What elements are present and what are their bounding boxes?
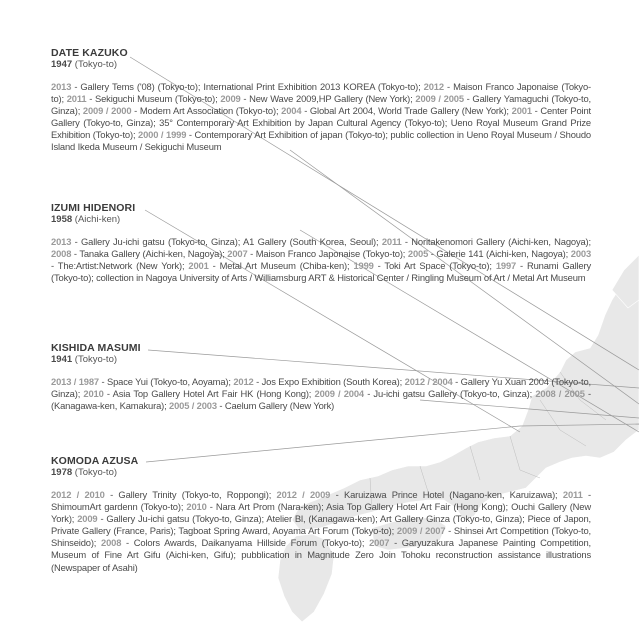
bio-year: 2010 xyxy=(83,388,104,400)
birth-year: 1947 xyxy=(51,59,73,70)
bio-year: 2001 xyxy=(511,105,532,117)
bio-text: - Jos Expo Exhibition (South Korea); xyxy=(253,376,405,387)
bio-year: 2013 / 1987 xyxy=(51,376,99,387)
bio-text: - Metal Art Museum (Chiba-ken); xyxy=(208,260,354,272)
bio-year: 2011 xyxy=(66,93,87,105)
bio-text: - Contemporary Art Exhibition of japan (Tokyo-to); public collection in Ueno Royal Museum / Shoudo Island Ikeda Museum / Sekiguchi Museum xyxy=(51,129,591,153)
bio-year: 2000 / 1999 xyxy=(138,129,187,141)
artist-bio xyxy=(51,236,591,284)
artist-birth xyxy=(51,467,591,479)
artist-name: KOMODA AZUSA xyxy=(51,455,139,467)
bio-year: 2007 xyxy=(227,248,248,260)
bio-year: 2012 / 2009 xyxy=(276,489,331,500)
bio-year: 2007 xyxy=(369,537,390,549)
bio-year: 2012 / 2004 xyxy=(404,376,453,387)
bio-text: - Noritakenomori Gallery (Aichi-ken, Nagoya); xyxy=(401,236,591,247)
bio-year: 2008 xyxy=(51,248,72,260)
bio-text: - Karuizawa Prince Hotel (Nagano-ken, Karuizawa); xyxy=(330,489,563,500)
artist-birth xyxy=(51,59,591,71)
bio-year: 2004 xyxy=(281,105,302,117)
bio-year: 2012 xyxy=(233,376,254,387)
bio-year: 2005 / 2003 xyxy=(169,400,217,412)
artist-bio xyxy=(51,376,591,412)
bio-text: - Maison Franco Japonaise (Tokyo-to); xyxy=(51,81,591,105)
bio-year: 2009 / 2005 xyxy=(415,93,464,105)
bio-year: 2012 xyxy=(423,81,444,92)
bio-text: - Caelum Gallery (New York) xyxy=(216,400,335,412)
bio-year: 2001 xyxy=(188,260,209,272)
artist-entry-izumi-hidenori xyxy=(51,202,591,284)
bio-year: 2009 xyxy=(220,93,241,105)
bio-text: - Global Art 2004, World Trade Gallery (New York); xyxy=(301,105,512,117)
birth-year: 1958 xyxy=(51,214,73,225)
bio-year: 2013 xyxy=(51,81,72,92)
bio-text: - Tanaka Gallery (Aichi-ken, Nagoya); xyxy=(71,248,228,260)
birth-place: (Aichi-ken) xyxy=(72,214,121,225)
artist-bio xyxy=(51,81,591,154)
bio-year: 2008 / 2005 xyxy=(535,388,585,400)
bio-year: 2009 / 2000 xyxy=(82,105,132,117)
birth-year: 1978 xyxy=(51,467,73,478)
bio-text: - (Kanagawa-ken, Kamakura); xyxy=(51,388,591,412)
birth-place: (Tokyo-to) xyxy=(72,467,118,478)
bio-text: - Gallery Yamaguchi (Tokyo-to, Ginza); xyxy=(51,93,591,117)
bio-text: - Maison Franco Japonaise (Tokyo-to); xyxy=(247,248,408,260)
birth-place: (Tokyo-to) xyxy=(72,354,118,365)
bio-text: - The:Artist:Network (New York); xyxy=(51,260,189,272)
bio-year: 2009 / 2007 xyxy=(396,525,446,537)
artist-birth xyxy=(51,214,591,226)
artist-bio xyxy=(51,489,591,574)
bio-year: 2003 xyxy=(570,248,592,260)
bio-text: - Sekiguchi Museum (Tokyo-to); xyxy=(86,93,221,105)
bio-text: - Galerie 141 (Aichi-ken, Nagoya); xyxy=(428,248,571,260)
bio-text: - Toki Art Space (Tokyo-to); xyxy=(373,260,496,272)
bio-year: 2009 xyxy=(77,513,98,525)
bio-text: - Gallery Yu Xuan 2004 (Tokyo-to, Ginza); xyxy=(51,376,591,400)
bio-year: 1999 xyxy=(353,260,374,272)
bio-text: - Center Point Gallery (Tokyo-to, Ginza); 35° Contemporary Art Exhibition by Japan Cultural Agency (Tokyo-to); Ueno Royal Museum Grand Prize Exhibition (Tokyo-to); xyxy=(51,105,591,141)
bio-text: - Gallery Trinity (Tokyo-to, Roppongi); xyxy=(104,489,277,500)
bio-text: - Nara Art Prom (Nara-ken); Asia Top Gallery Hotel Art Fair (Hong Kong); Ouchi Gallery (New York); xyxy=(51,501,591,525)
bio-text: - Colors Awards, Daikanyama Hillside Forum (Tokyo-to); xyxy=(121,537,370,549)
bio-text: - ShimoumArt gardenn (Tokyo-to); xyxy=(51,489,591,513)
bio-year: 1997 xyxy=(495,260,517,272)
birth-place: (Tokyo-to) xyxy=(72,59,118,70)
bio-year: 2005 xyxy=(407,248,429,260)
bio-text: - Ju-ichi gatsu Gallery (Tokyo-to, Ginza); xyxy=(363,388,536,400)
bio-year: 2011 xyxy=(562,489,583,500)
bio-year: 2013 xyxy=(51,236,72,247)
bio-text: - Asia Top Gallery Hotel Art Fair HK (Hong Kong); xyxy=(103,388,315,400)
bio-year: 2012 / 2010 xyxy=(51,489,105,500)
bio-year: 2011 xyxy=(381,236,402,247)
artist-entry-kishida-masumi xyxy=(51,342,591,412)
bio-text: - Runami Gallery (Tokyo-to); collection in Nagoya University of Arts / Williamsburg ART & Historical Center / Ringling Museum of Art / Metal Art Museum xyxy=(51,260,592,284)
bio-year: 2010 xyxy=(186,501,207,513)
bio-text: - Modern Art Association (Tokyo-to); xyxy=(131,105,282,117)
artist-entry-date-kazuko xyxy=(51,47,591,154)
artist-birth xyxy=(51,354,591,366)
artist-name: KISHIDA MASUMI xyxy=(51,342,141,354)
bio-year: 2009 / 2004 xyxy=(314,388,364,400)
bio-text: - New Wave 2009,HP Gallery (New York); xyxy=(240,93,416,105)
bio-text: - Gallery Ju-ichi gatsu (Tokyo-to, Ginza); A1 Gallery (South Korea, Seoul); xyxy=(71,236,382,247)
artist-entry-komoda-azusa xyxy=(51,455,591,574)
artist-name: DATE KAZUKO xyxy=(51,47,128,59)
bio-year: 2008 xyxy=(101,537,122,549)
bio-text: - Space Yui (Tokyo-to, Aoyama); xyxy=(99,376,234,387)
bio-text: - Shinsei Art Competition (Tokyo-to, Shinseido); xyxy=(51,525,591,549)
bio-text: - Gallery Ju-ichi gatsu (Tokyo-to, Ginza); Atelier Bl, (Kanagawa-ken); Art Gallery Ginza (Tokyo-to, Ginza); Piece of Japon, Private Gallery (France, Paris); Tagboat Spring Award, Aoyama Art Forum (Tokyo-to); xyxy=(51,513,591,537)
bio-text: - Gallery Tems ('08) (Tokyo-to); International Print Exhibition 2013 KOREA (Tokyo-to); xyxy=(71,81,424,92)
artist-name: IZUMI HIDENORI xyxy=(51,202,136,214)
bio-text: - Garyuzakura Japanese Painting Competition, Museum of Fine Art Gifu (Aichi-ken, Gifu); pubblication in Magnitude Zero Join Tohoku reconstruction assistance illustrations (Newspaper of Asahi) xyxy=(51,537,591,573)
birth-year: 1941 xyxy=(51,354,73,365)
